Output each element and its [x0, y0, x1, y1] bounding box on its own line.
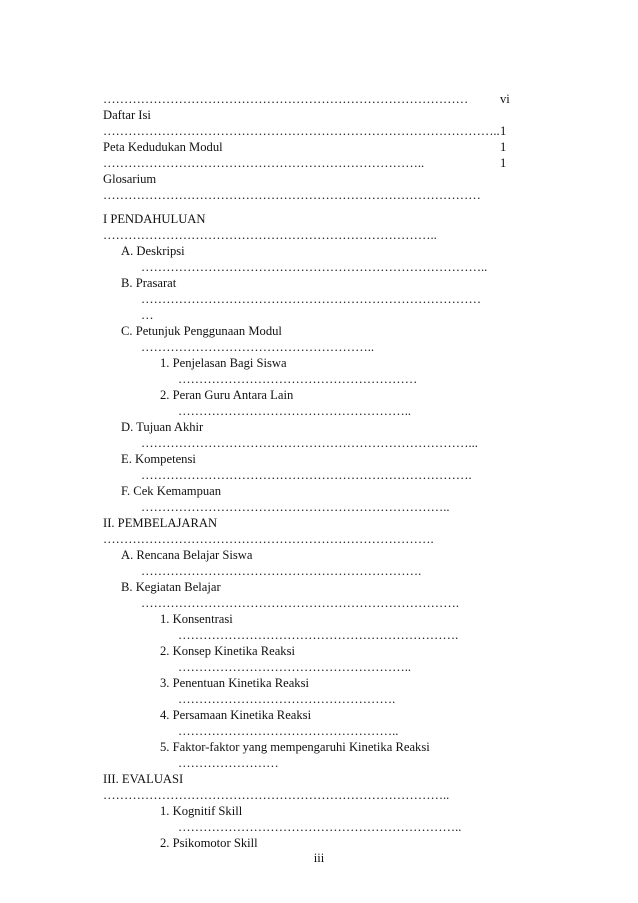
- toc-line: ………………………………………………………….: [141, 564, 422, 578]
- toc-line: ………………………………………………………………….: [141, 596, 459, 610]
- toc-line: 1. Penjelasan Bagi Siswa: [160, 356, 287, 370]
- toc-line: A. Rencana Belajar Siswa: [121, 548, 253, 562]
- toc-line: ……………………………………………………………………………: [103, 92, 469, 106]
- toc-line: ………………………………………………………………………………: [103, 188, 481, 202]
- toc-line: ………………………………………………..: [141, 340, 374, 354]
- toc-line: ………………………………………………………………………..: [103, 788, 450, 802]
- toc-line: II. PEMBELAJARAN: [103, 516, 218, 530]
- toc-line: …: [141, 308, 154, 322]
- toc-line: ………………………………………………………………………: [141, 292, 482, 306]
- toc-line: III. EVALUASI: [103, 772, 184, 786]
- toc-line: …………………………………………………………………….: [141, 468, 472, 482]
- toc-line: Daftar Isi: [103, 108, 151, 122]
- toc-page-number: 1: [500, 156, 507, 170]
- toc-line: 2. Psikomotor Skill: [160, 836, 258, 850]
- toc-line: ………………………………………………………….: [178, 628, 459, 642]
- toc-line: ……………………………………………………………………..: [103, 228, 437, 242]
- toc-line: 2. Konsep Kinetika Reaksi: [160, 644, 296, 658]
- toc-line: ………………………………………………..: [178, 404, 411, 418]
- toc-line: ……………………: [178, 756, 279, 770]
- toc-line: …………………………………………………………………….: [103, 532, 434, 546]
- toc-line: B. Prasarat: [121, 276, 177, 290]
- toc-line: …………………………………………………………………………………..: [103, 124, 500, 138]
- toc-page-number: 1: [500, 140, 507, 154]
- toc-line: A. Deskripsi: [121, 244, 185, 258]
- toc-line: C. Petunjuk Penggunaan Modul: [121, 324, 282, 338]
- toc-line: 2. Peran Guru Antara Lain: [160, 388, 294, 402]
- toc-line: 5. Faktor-faktor yang mempengaruhi Kinetika Reaksi: [160, 740, 430, 754]
- toc-line: ………………………………………………..: [178, 660, 411, 674]
- toc-line: I PENDAHULUAN: [103, 212, 206, 226]
- toc-line: Peta Kedudukan Modul: [103, 140, 223, 154]
- toc-line: 3. Penentuan Kinetika Reaksi: [160, 676, 309, 690]
- toc-line: B. Kegiatan Belajar: [121, 580, 221, 594]
- toc-line: …………………………………………….: [178, 692, 396, 706]
- toc-line: F. Cek Kemampuan: [121, 484, 222, 498]
- toc-line: D. Tujuan Akhir: [121, 420, 204, 434]
- toc-line: 1. Kognitif Skill: [160, 804, 243, 818]
- toc-line: 1. Konsentrasi: [160, 612, 233, 626]
- toc-line: ………………………………………………………………..: [141, 500, 450, 514]
- toc-page-number: 1: [500, 124, 507, 138]
- page-number: iii: [313, 851, 325, 865]
- toc-line: …………………………………………………………………..: [103, 156, 425, 170]
- toc-line: …………………………………………………: [178, 372, 418, 386]
- toc-line: 4. Persamaan Kinetika Reaksi: [160, 708, 312, 722]
- toc-page-number: vi: [500, 92, 510, 106]
- toc-line: ……………………………………………..: [178, 724, 399, 738]
- toc-line: E. Kompetensi: [121, 452, 196, 466]
- toc-line: Glosarium: [103, 172, 157, 186]
- toc-line: ……………………………………………………………………...: [141, 436, 478, 450]
- toc-line: ………………………………………………………………………..: [141, 260, 488, 274]
- toc-line: …………………………………………………………..: [178, 820, 462, 834]
